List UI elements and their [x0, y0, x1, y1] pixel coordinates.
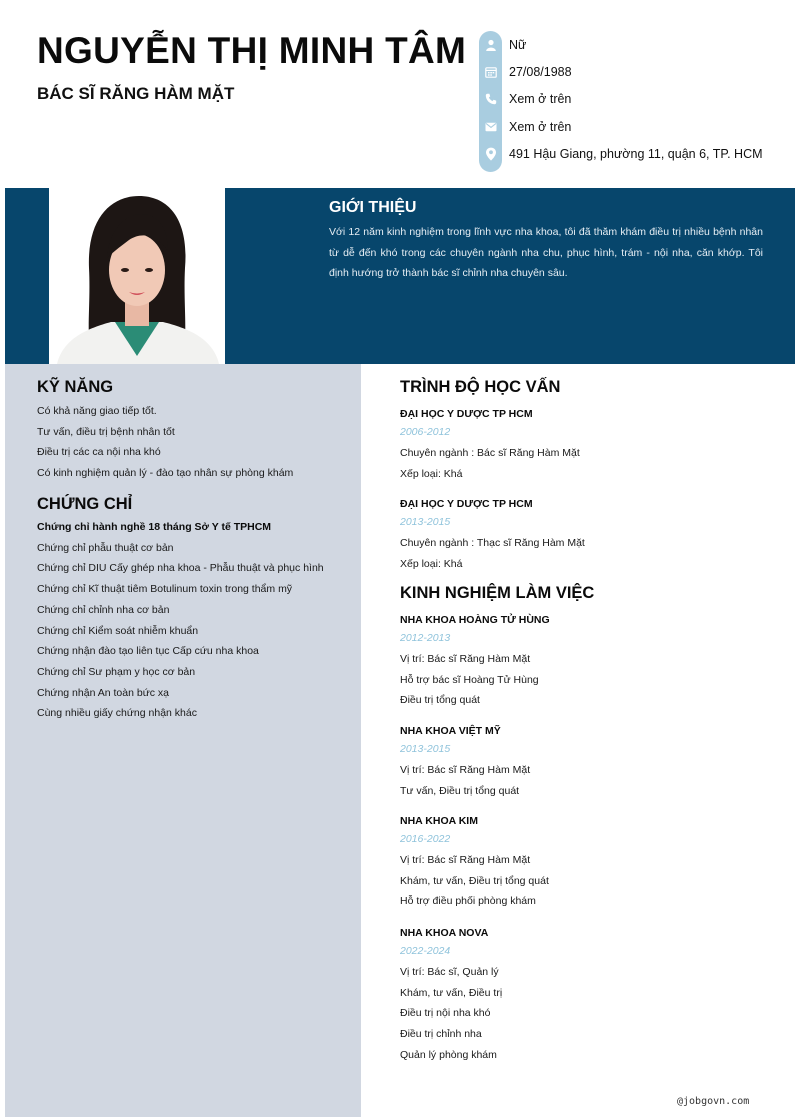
- education-entry: [400, 497, 760, 574]
- contact-birthdate-text: 27/08/1988: [509, 65, 572, 79]
- contact-phone-text: Xem ở trên: [509, 92, 572, 106]
- calendar-icon: [479, 61, 502, 83]
- experience-period: 2022-2024: [400, 945, 451, 957]
- certificate-item: Chứng chỉ Sư phạm y học cơ bản: [37, 665, 196, 678]
- contact-address-text: 491 Hậu Giang, phường 11, quận 6, TP. HCM: [509, 147, 763, 161]
- certificate-item: Chứng nhận đào tạo liên tục Cấp cứu nha khoa: [37, 645, 259, 658]
- experience-detail: Điều trị chỉnh nha: [400, 1028, 482, 1041]
- contact-gender: [479, 34, 779, 56]
- experience-detail: Hỗ trợ điều phối phòng khám: [400, 895, 536, 908]
- experience-detail: Vị trí: Bác sĩ, Quản lý: [400, 966, 499, 978]
- certificate-item: Chứng chỉ DIU Cấy ghép nha khoa - Phẫu thuật và phục hình: [37, 562, 324, 575]
- experience-company: NHA KHOA HOÀNG TỬ HÙNG: [400, 614, 550, 626]
- experience-entry: [400, 926, 760, 1066]
- skill-item: Có khả năng giao tiếp tốt.: [37, 405, 157, 417]
- experience-detail: Khám, tư vấn, Điều trị: [400, 986, 503, 999]
- experience-detail: Vị trí: Bác sĩ Răng Hàm Mặt: [400, 653, 531, 665]
- experience-period: 2016-2022: [400, 833, 451, 845]
- phone-icon: [479, 88, 502, 110]
- job-title: BÁC SĨ RĂNG HÀM MẶT: [37, 84, 235, 103]
- mail-icon: [479, 116, 502, 138]
- certificate-item: Cùng nhiều giấy chứng nhận khác: [37, 707, 197, 720]
- certificate-item: Chứng chỉ hành nghề 18 tháng Sở Y tế TPHCM: [37, 521, 272, 533]
- experience-company: NHA KHOA KIM: [400, 815, 478, 827]
- experience-detail: Điều trị tổng quát: [400, 694, 480, 707]
- profile-photo: [49, 188, 225, 364]
- skill-item: Tư vấn, điều trị bệnh nhân tốt: [37, 425, 175, 438]
- education-detail: Xếp loại: Khá: [400, 557, 463, 570]
- education-title: TRÌNH ĐỘ HỌC VẤN: [400, 378, 561, 396]
- contact-address: [479, 143, 779, 165]
- skill-item: Điều trị các ca nội nha khó: [37, 446, 161, 459]
- skills-list: [37, 401, 337, 484]
- experience-detail: Tư vấn, Điều trị tổng quát: [400, 784, 520, 797]
- contact-birthdate: [479, 61, 779, 83]
- experience-detail: Khám, tư vấn, Điều trị tổng quát: [400, 874, 549, 887]
- education-period: 2013-2015: [400, 516, 451, 528]
- experience-entry: [400, 814, 760, 912]
- education-detail: Xếp loại: Khá: [400, 467, 463, 480]
- experience-detail: Vị trí: Bác sĩ Răng Hàm Mặt: [400, 854, 531, 866]
- certificates-title: CHỨNG CHỈ: [37, 495, 133, 513]
- intro-text: Với 12 năm kinh nghiệm trong lĩnh vực nha khoa, tôi đã thăm khám điều trị nhiều bệnh nhân từ dễ đến khó trong các chuyên ngành nha chu, phục hình, trám - nội nha, căn khớp. Tôi định hướng trở thành bác sĩ chỉnh nha chuyên sâu.: [329, 226, 763, 279]
- person-icon: [479, 34, 502, 56]
- certificate-item: Chứng chỉ Kiểm soát nhiễm khuẩn: [37, 624, 199, 637]
- education-period: 2006-2012: [400, 426, 451, 438]
- contact-email: [479, 116, 779, 138]
- experience-company: NHA KHOA VIỆT MỸ: [400, 725, 501, 737]
- education-school: ĐẠI HỌC Y DƯỢC TP HCM: [400, 498, 533, 510]
- education-detail: Chuyên ngành : Bác sĩ Răng Hàm Mặt: [400, 447, 580, 459]
- certificate-item: Chứng nhận An toàn bức xạ: [37, 686, 169, 699]
- candidate-name: NGUYỄN THỊ MINH TÂM: [37, 30, 467, 71]
- experience-entry: [400, 613, 760, 711]
- experience-title: KINH NGHIỆM LÀM VIỆC: [400, 584, 595, 602]
- skill-item: Có kinh nghiệm quản lý - đào tạo nhân sự phòng khám: [37, 467, 294, 480]
- experience-period: 2012-2013: [400, 632, 451, 644]
- certificate-item: Chứng chỉ chỉnh nha cơ bản: [37, 603, 170, 616]
- experience-detail: Hỗ trợ bác sĩ Hoàng Tử Hùng: [400, 673, 539, 686]
- watermark: @jobgovn.com: [677, 1096, 750, 1107]
- experience-detail: Vị trí: Bác sĩ Răng Hàm Mặt: [400, 764, 531, 776]
- location-pin-icon: [479, 143, 502, 165]
- certificate-item: Chứng chỉ phẫu thuật cơ bản: [37, 541, 174, 554]
- education-entry: [400, 407, 760, 484]
- experience-company: NHA KHOA NOVA: [400, 927, 489, 939]
- intro-title: GIỚI THIỆU: [329, 199, 417, 216]
- contact-gender-text: Nữ: [509, 38, 527, 52]
- experience-period: 2013-2015: [400, 743, 451, 755]
- experience-entry: [400, 724, 760, 801]
- education-school: ĐẠI HỌC Y DƯỢC TP HCM: [400, 408, 533, 420]
- certificates-list: [37, 517, 337, 724]
- contact-phone: [479, 88, 779, 110]
- contact-email-text: Xem ở trên: [509, 120, 572, 134]
- certificate-item: Chứng chỉ Kĩ thuật tiêm Botulinum toxin trong thẩm mỹ: [37, 583, 293, 596]
- experience-detail: Điều trị nội nha khó: [400, 1007, 491, 1020]
- experience-detail: Quản lý phòng khám: [400, 1048, 497, 1061]
- education-detail: Chuyên ngành : Thạc sĩ Răng Hàm Mặt: [400, 537, 585, 549]
- skills-title: KỸ NĂNG: [37, 378, 114, 396]
